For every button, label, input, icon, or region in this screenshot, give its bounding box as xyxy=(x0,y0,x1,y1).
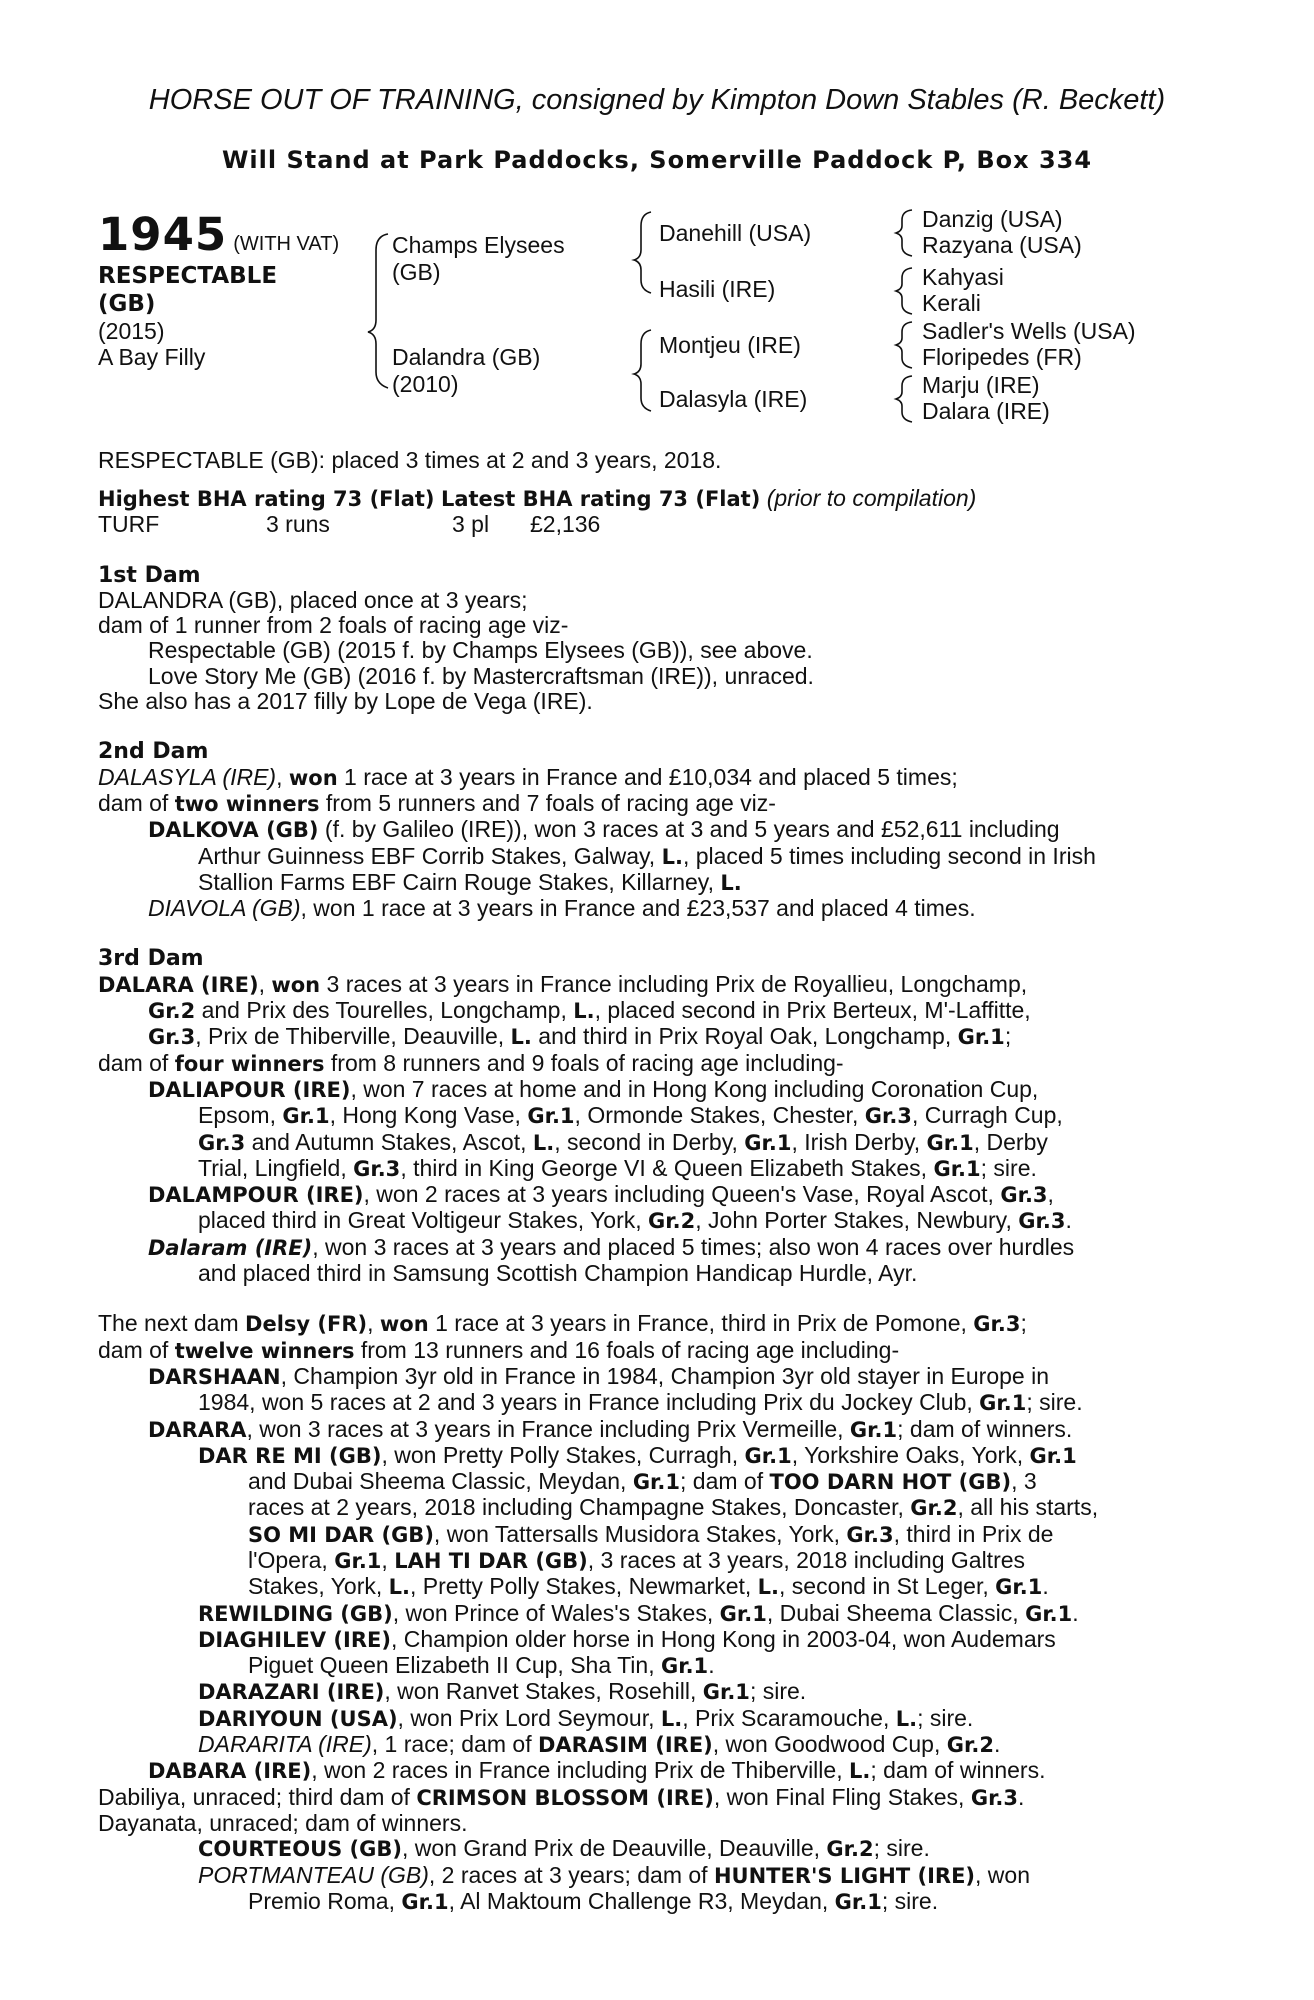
horse-name: DALARA (IRE) xyxy=(98,972,259,997)
grade: Gr.3 xyxy=(970,1785,1019,1810)
progeny-line xyxy=(98,1653,1196,1679)
text: , won Grand Prix de Deauville, Deauville, xyxy=(402,1835,827,1862)
grade: Gr.1 xyxy=(1025,1601,1073,1626)
text: , Yorkshire Oaks, York, xyxy=(791,1441,1030,1468)
progeny-line xyxy=(98,1235,1196,1261)
text: , Champion 3yr old in France in 1984, Champion 3yr old stayer in Europe in xyxy=(280,1362,1049,1389)
text: ; dam of winners. xyxy=(870,1757,1046,1784)
grade: Gr.1 xyxy=(744,1443,792,1468)
text: Arthur Guinness EBF Corrib Stakes, Galway, xyxy=(198,842,662,869)
text: , xyxy=(381,1546,395,1573)
progeny-line xyxy=(98,1417,1196,1443)
text: dam of xyxy=(98,789,175,816)
progeny-line xyxy=(98,896,1196,921)
text: , third in Prix de xyxy=(893,1520,1054,1547)
grade: Gr.1 xyxy=(719,1601,767,1626)
horse-name: DARASIM (IRE) xyxy=(537,1733,713,1758)
first-dam-heading: 1st Dam xyxy=(98,562,201,588)
text: . xyxy=(993,1731,1001,1758)
progeny-line xyxy=(98,1364,1196,1390)
first-dam-progeny: Respectable (GB) (2015 f. by Champs Elysees (GB)), see above. xyxy=(148,637,813,664)
text: 1984, won 5 races at 2 and 3 years in France including Prix du Jockey Club, xyxy=(198,1389,980,1416)
text: , won 2 races in France including Prix de Thiberville, xyxy=(311,1757,849,1784)
grade: Gr.1 xyxy=(926,1130,974,1155)
text: , placed 5 times including second in Irish xyxy=(682,842,1096,869)
progeny-line xyxy=(98,1601,1196,1627)
text: , won Final Fling Stakes, xyxy=(713,1783,971,1810)
pedigree-dam-sire: Montjeu (IRE) xyxy=(659,332,801,358)
text: , 3 races at 3 years, 2018 including Galtres xyxy=(587,1546,1026,1573)
text: Epsom, xyxy=(198,1102,283,1129)
grade: L. xyxy=(848,1759,871,1784)
text: , won 2 races at 3 years including Queen's Vase, Royal Ascot, xyxy=(363,1181,1001,1208)
text: , 3 xyxy=(1011,1468,1037,1495)
progeny-line xyxy=(98,1889,1196,1915)
grade: Gr.1 xyxy=(995,1575,1043,1600)
third-dam-line xyxy=(98,1051,1196,1077)
grade: Gr.1 xyxy=(849,1417,898,1442)
grade: Gr.1 xyxy=(744,1130,792,1155)
pedigree-g1-g2 xyxy=(922,206,1082,258)
progeny-line xyxy=(98,1390,1196,1416)
horse-description: A Bay Filly xyxy=(98,344,206,370)
grade: Gr.2 xyxy=(148,999,196,1024)
text: ; sire. xyxy=(749,1678,807,1705)
text: Piguet Queen Elizabeth II Cup, Sha Tin, xyxy=(248,1652,661,1679)
text: . xyxy=(1042,1573,1049,1600)
grade: Gr.3 xyxy=(973,1312,1021,1337)
progeny-line xyxy=(98,1103,1196,1129)
text: . xyxy=(1072,1599,1079,1626)
grade: Gr.1 xyxy=(527,1104,575,1129)
text: ; sire. xyxy=(873,1835,930,1862)
text: (f. by Galileo (IRE)), won 3 races at 3 and 5 years and £52,611 including xyxy=(318,816,1060,843)
text: , Pretty Polly Stakes, Newmarket, xyxy=(410,1573,758,1600)
progeny-line xyxy=(98,1706,1196,1732)
text: , placed second in Prix Berteux, M'-Laffitte, xyxy=(594,997,1031,1024)
horse-name: Dalaram (IRE) xyxy=(148,1235,313,1260)
horse-name: LAH TI DAR (GB) xyxy=(394,1548,588,1573)
turf-earnings: £2,136 xyxy=(530,511,601,538)
text: ; xyxy=(1020,1310,1027,1337)
horse-name: SO MI DAR (GB) xyxy=(248,1522,434,1547)
grade: L. xyxy=(720,870,742,895)
text: ; xyxy=(1004,1023,1012,1050)
ancestor-g7: Marju (IRE) xyxy=(922,372,1040,398)
won-label: won xyxy=(379,1312,429,1337)
text: dam of xyxy=(98,1049,175,1076)
first-dam-line: dam of 1 runner from 2 foals of racing age viz- xyxy=(98,612,569,639)
horse-name: DALAMPOUR (IRE) xyxy=(148,1183,364,1208)
text: Trial, Lingfield, xyxy=(198,1154,354,1181)
progeny-line xyxy=(98,1627,1196,1653)
grade: L. xyxy=(895,1706,918,1731)
turf-placed: 3 pl xyxy=(452,511,490,538)
text: , won Tattersalls Musidora Stakes, York, xyxy=(433,1520,847,1547)
foaling-year: (2015) xyxy=(98,318,165,344)
progeny-line xyxy=(98,1077,1196,1103)
progeny-line xyxy=(98,870,1196,896)
text: , won Ranvet Stakes, Rosehill, xyxy=(384,1678,703,1705)
pedigree-g7-g8 xyxy=(922,372,1050,424)
pedigree-dam xyxy=(392,344,540,398)
text: , all his starts, xyxy=(957,1494,1099,1521)
progeny-line xyxy=(98,1443,1196,1469)
text: Premio Roma, xyxy=(248,1887,402,1914)
progeny-line xyxy=(98,1469,1196,1495)
grade: Gr.1 xyxy=(834,1889,882,1914)
text: , second in St Leger, xyxy=(779,1573,996,1600)
dam-name: DALASYLA (IRE) xyxy=(98,763,277,790)
progeny-line xyxy=(98,1732,1196,1758)
text: from 8 runners and 9 foals of racing age including- xyxy=(324,1049,844,1076)
horse-name: DARAZARI (IRE) xyxy=(198,1680,385,1705)
text: , xyxy=(367,1310,380,1337)
ancestor-g2: Razyana (USA) xyxy=(922,232,1082,258)
text: , won Prix Lord Seymour, xyxy=(397,1704,661,1731)
horse-name: TOO DARN HOT (GB) xyxy=(769,1470,1012,1495)
text: , xyxy=(1047,1181,1054,1208)
grade: Gr.3 xyxy=(353,1156,401,1181)
highest-rating: Highest BHA rating 73 (Flat) xyxy=(98,487,435,511)
grade: Gr.2 xyxy=(946,1733,994,1758)
text: , won 3 races at 3 years in France including Prix Vermeille, xyxy=(246,1415,850,1442)
horse-name: COURTEOUS (GB) xyxy=(198,1837,402,1862)
progeny-line xyxy=(98,1758,1196,1784)
horse-name-line1: RESPECTABLE xyxy=(98,263,278,289)
text: , Curragh Cup, xyxy=(911,1102,1063,1129)
text: dam of xyxy=(98,1336,175,1363)
grade: L. xyxy=(532,1130,555,1155)
text: and Prix des Tourelles, Longchamp, xyxy=(195,997,574,1024)
progeny-line xyxy=(98,1574,1196,1600)
text: races at 2 years, 2018 including Champagne Stakes, Doncaster, xyxy=(248,1494,911,1521)
won-label: won xyxy=(271,972,321,997)
second-dam-line: DALASYLA (IRE), won 1 race at 3 years in France and £10,034 and placed 5 times; xyxy=(98,763,958,790)
turf-runs: 3 runs xyxy=(266,511,330,538)
turf-label: TURF xyxy=(98,511,160,538)
text: and third in Prix Royal Oak, Longchamp, xyxy=(531,1023,958,1050)
text: ; dam of xyxy=(680,1468,770,1495)
catalogue-body xyxy=(98,486,1196,1915)
second-dam-heading: 2nd Dam xyxy=(98,739,209,765)
horse-name: DIAVOLA (GB) xyxy=(148,895,301,922)
pedigree-g3-g4 xyxy=(922,264,1004,316)
progeny-line: Dayanata, unraced; dam of winners. xyxy=(98,1809,468,1836)
text: 1 race at 3 years in France, third in Prix de Pomone, xyxy=(428,1310,974,1337)
race-summary: RESPECTABLE (GB): placed 3 times at 2 and 3 years, 2018. xyxy=(98,447,722,473)
turf-record xyxy=(98,512,1196,537)
horse-name-line2: (GB) xyxy=(98,291,156,317)
progeny-line xyxy=(98,1836,1196,1862)
pedigree-sire xyxy=(392,232,565,286)
grade: Gr.2 xyxy=(826,1837,874,1862)
grade: Gr.1 xyxy=(660,1654,709,1679)
grade: L. xyxy=(661,844,683,869)
lot-vat: (WITH VAT) xyxy=(233,233,340,255)
text: , 1 race; dam of xyxy=(371,1731,538,1758)
text: , Al Maktoum Challenge R3, Meydan, xyxy=(448,1887,835,1914)
grade: L. xyxy=(660,1706,683,1731)
text: placed third in Great Voltigeur Stakes, York, xyxy=(198,1207,649,1234)
winners-count: twelve winners xyxy=(174,1338,355,1363)
text: , won Goodwood Cup, xyxy=(712,1731,947,1758)
sire-country: (GB) xyxy=(392,259,441,285)
stand-line: Will Stand at Park Paddocks, Somerville Paddock P, Box 334 xyxy=(221,146,1093,174)
sire-name: Champs Elysees xyxy=(392,232,565,258)
progeny-line xyxy=(98,1548,1196,1574)
grade: Gr.1 xyxy=(401,1889,449,1914)
horse-name: DARIYOUN (USA) xyxy=(198,1706,398,1731)
ancestor-g6: Floripedes (FR) xyxy=(922,344,1082,370)
horse-name: DIAGHILEV (IRE) xyxy=(198,1627,391,1652)
horse-name: PORTMANTEAU (GB) xyxy=(198,1861,429,1888)
winners-count: two winners xyxy=(174,791,320,816)
text: , third in King George VI & Queen Elizabeth Stakes, xyxy=(400,1154,934,1181)
grade: Gr.3 xyxy=(198,1130,246,1155)
pedigree-sire-dam: Hasili (IRE) xyxy=(659,276,776,302)
first-dam-line: DALANDRA (GB), placed once at 3 years; xyxy=(98,586,528,613)
pedigree-sire-sire: Danehill (USA) xyxy=(659,220,812,246)
text: , Champion older horse in Hong Kong in 2003-04, won Audemars xyxy=(390,1625,1056,1652)
third-dam-line xyxy=(98,1024,1196,1050)
third-dam-line xyxy=(98,998,1196,1024)
next-dam-line xyxy=(98,1338,1196,1364)
grade: Gr.1 xyxy=(334,1548,382,1573)
grade: Gr.3 xyxy=(1000,1183,1048,1208)
next-dam-line xyxy=(98,1311,1196,1337)
text: ; sire. xyxy=(980,1154,1037,1181)
progeny-line xyxy=(98,1156,1196,1182)
ancestor-g4: Kerali xyxy=(922,290,981,316)
grade: L. xyxy=(388,1575,410,1600)
text: , won 7 races at home and in Hong Kong including Coronation Cup, xyxy=(350,1075,1039,1102)
grade: L. xyxy=(757,1575,780,1600)
grade: Gr.3 xyxy=(846,1522,894,1547)
text: , won 3 races at 3 years and placed 5 times; also won 4 races over hurdles xyxy=(312,1233,1075,1260)
grade: Gr.1 xyxy=(933,1156,981,1181)
text: Stakes, York, xyxy=(248,1573,389,1600)
text: , second in Derby, xyxy=(554,1128,745,1155)
text: , won xyxy=(975,1861,1031,1888)
text: and Autumn Stakes, Ascot, xyxy=(245,1128,533,1155)
rating-note: (prior to compilation) xyxy=(766,485,977,511)
ancestor-g1: Danzig (USA) xyxy=(922,206,1063,232)
latest-rating: Latest BHA rating 73 (Flat) xyxy=(440,487,761,511)
text: , Ormonde Stakes, Chester, xyxy=(574,1102,865,1129)
progeny-line xyxy=(98,1208,1196,1234)
text: ; sire. xyxy=(917,1704,974,1731)
text: from 5 runners and 7 foals of racing age viz- xyxy=(319,789,776,816)
text: . xyxy=(1018,1783,1025,1810)
horse-name: DARARA xyxy=(148,1417,247,1442)
horse-name: REWILDING (GB) xyxy=(198,1601,393,1626)
text: ; sire. xyxy=(1026,1389,1083,1416)
grade: Gr.2 xyxy=(910,1496,958,1521)
text: , John Porter Stakes, Newbury, xyxy=(695,1207,1019,1234)
grade: Gr.1 xyxy=(957,1025,1005,1050)
dam-year: (2010) xyxy=(392,371,459,397)
grade: Gr.3 xyxy=(148,1025,196,1050)
progeny-line xyxy=(98,844,1196,870)
horse-name: DAR RE MI (GB) xyxy=(198,1443,382,1468)
won-label: won xyxy=(288,765,338,790)
pedigree-g5-g6 xyxy=(922,318,1136,370)
horse-name: DABARA (IRE) xyxy=(148,1759,312,1784)
text: , Hong Kong Vase, xyxy=(329,1102,528,1129)
ancestor-g5: Sadler's Wells (USA) xyxy=(922,318,1136,344)
text: , Derby xyxy=(973,1128,1048,1155)
consignor-line: HORSE OUT OF TRAINING, consigned by Kimpton Down Stables (R. Beckett) xyxy=(148,84,1166,116)
progeny-line xyxy=(98,1522,1196,1548)
grade: L. xyxy=(573,999,595,1024)
text: , 2 races at 3 years; dam of xyxy=(428,1861,714,1888)
bha-ratings xyxy=(98,486,1196,512)
text: l'Opera, xyxy=(248,1546,335,1573)
horse-name: HUNTER'S LIGHT (IRE) xyxy=(713,1863,976,1888)
second-dam-line xyxy=(98,791,1196,817)
horse-name: CRIMSON BLOSSOM (IRE) xyxy=(416,1785,714,1810)
text: and Dubai Sheema Classic, Meydan, xyxy=(248,1468,633,1495)
text: . xyxy=(1065,1207,1072,1234)
dam-name: Dalandra (GB) xyxy=(392,344,541,370)
ancestor-g8: Dalara (IRE) xyxy=(922,398,1050,424)
grade: Gr.3 xyxy=(1018,1209,1066,1234)
grade: Gr.2 xyxy=(648,1209,696,1234)
horse-name: DALKOVA (GB) xyxy=(148,818,319,843)
text: ; dam of winners. xyxy=(897,1415,1073,1442)
text: . xyxy=(708,1652,715,1679)
text: , won Prince of Wales's Stakes, xyxy=(392,1599,720,1626)
grade: L. xyxy=(510,1025,532,1050)
text: The next dam xyxy=(98,1310,246,1337)
text: , Prix de Thiberville, Deauville, xyxy=(195,1023,511,1050)
text: from 13 runners and 16 foals of racing age including- xyxy=(354,1336,900,1363)
horse-name: DARSHAAN xyxy=(148,1364,281,1389)
first-dam-progeny: Love Story Me (GB) (2016 f. by Mastercraftsman (IRE)), unraced. xyxy=(148,662,814,689)
horse-name: Delsy (FR) xyxy=(245,1312,368,1337)
grade: Gr.1 xyxy=(702,1680,750,1705)
horse-name: DALIAPOUR (IRE) xyxy=(148,1077,351,1102)
text: Stallion Farms EBF Cairn Rouge Stakes, Killarney, xyxy=(198,868,721,895)
grade: Gr.1 xyxy=(282,1104,330,1129)
text: , Irish Derby, xyxy=(791,1128,927,1155)
text: 1 race at 3 years in France and £10,034 and placed 5 times; xyxy=(337,763,958,790)
horse-name: DARARITA (IRE) xyxy=(198,1731,372,1758)
third-dam-line: DALARA (IRE), won 3 races at 3 years in France including Prix de Royallieu, Longchamp, xyxy=(98,970,1028,997)
grade: Gr.1 xyxy=(632,1470,681,1495)
text: 3 races at 3 years in France including Prix de Royallieu, Longchamp, xyxy=(320,970,1028,997)
ancestor-g3: Kahyasi xyxy=(922,264,1004,290)
text: ; sire. xyxy=(881,1887,939,1914)
winners-count: four winners xyxy=(174,1051,325,1076)
progeny-line xyxy=(98,1130,1196,1156)
pedigree-dam-dam: Dalasyla (IRE) xyxy=(659,386,808,412)
text: , Dubai Sheema Classic, xyxy=(766,1599,1026,1626)
first-dam-line: She also has a 2017 filly by Lope de Vega (IRE). xyxy=(98,688,593,715)
progeny-line xyxy=(98,1785,1196,1811)
text: , Prix Scaramouche, xyxy=(682,1704,896,1731)
grade: Gr.1 xyxy=(1029,1443,1077,1468)
progeny-line xyxy=(98,1679,1196,1705)
text: , won 1 race at 3 years in France and £23,537 and placed 4 times. xyxy=(300,895,976,922)
lot-number: 1945 xyxy=(98,208,228,261)
progeny-line xyxy=(98,817,1196,843)
third-dam-heading: 3rd Dam xyxy=(98,946,204,972)
grade: Gr.1 xyxy=(979,1391,1027,1416)
progeny-line: and placed third in Samsung Scottish Champion Handicap Hurdle, Ayr. xyxy=(198,1260,918,1287)
progeny-line xyxy=(98,1495,1196,1521)
grade: Gr.3 xyxy=(864,1104,912,1129)
progeny-line xyxy=(98,1182,1196,1208)
text: Dabiliya, unraced; third dam of xyxy=(98,1783,417,1810)
text: , won Pretty Polly Stakes, Curragh, xyxy=(381,1441,745,1468)
progeny-line xyxy=(98,1863,1196,1889)
